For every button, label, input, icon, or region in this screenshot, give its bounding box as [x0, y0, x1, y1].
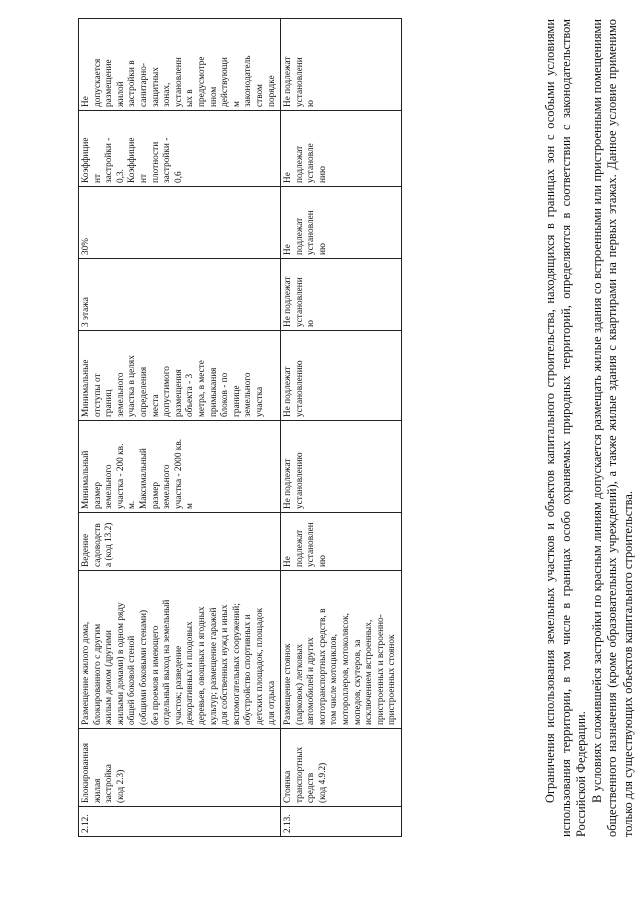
body-text — [543, 19, 637, 837]
paragraph-existing-development: В условиях сложившейся застройки по красным линиям допускается размещать жилые здания со встроенными или пристроенными помещениями общественного назначения (кроме образовательных учреждений), а также жилые здания с квартирами на первых этажах. Данное условие применимо только для существующих объектов капитального строительства. — [589, 19, 635, 837]
building-coefficients: Не подлежат установле нию — [281, 111, 402, 187]
paragraph-restrictions: Ограничения использования земельных участков и объектов капитального строительства, находящихся в границах зон с особыми условиями использования территории, в том числе в границах особо охраняемых природных территорий, определяются в соответствии с законодательством Российской Федерации. — [543, 19, 589, 837]
max-coverage: 30% — [79, 187, 281, 259]
max-coverage: Не подлежат установлен ию — [281, 187, 402, 259]
auxiliary-use: Ведение садоводств а (код 13.2) — [79, 513, 281, 571]
zoning-regulations-table — [78, 18, 402, 837]
max-floors: Не подлежат установлени ю — [281, 259, 402, 331]
table-row — [281, 19, 402, 837]
max-floors: 3 этажа — [79, 259, 281, 331]
setback-limits: Не подлежат установлению — [281, 331, 402, 421]
row-number: 2.12. — [79, 807, 281, 837]
plot-size-limits: Минимальный размер земельного участка - 200 кв. м. Максимальный размер земельного участка - 2000 кв. м — [79, 421, 281, 513]
land-use-type: Блокированная жилая застройка (код 2.3) — [79, 729, 281, 807]
table-row — [79, 19, 281, 837]
building-coefficients: Коэффицие нт застройки - 0,3. Коэффицие нт плотности застройки - 0,6 — [79, 111, 281, 187]
plot-size-limits: Не подлежат установлению — [281, 421, 402, 513]
use-restrictions: Не подлежат установлени ю — [281, 19, 402, 111]
row-number: 2.13. — [281, 807, 402, 837]
auxiliary-use: Не подлежат установлен ию — [281, 513, 402, 571]
land-use-type: Стоянка транспортных средств (код 4.9.2) — [281, 729, 402, 807]
setback-limits: Минимальные отступы от границ земельного участка в целях определения места допустимого размещения объекта - 3 метра, в месте примыкания блоков - по границе земельного участка — [79, 331, 281, 421]
use-restrictions: Не допускается размещение жилой застройки в санитарно- защитных зонах, установленн ых в предусмотре нном действующи м законодатель ством порядке — [79, 19, 281, 111]
land-use-description: Размещение жилого дома, блокированного с другим жилым домом (другими жилыми домами) в одном ряду общей боковой стеной (общими боковыми стенами) без проемов и имеющего отдельный выход на земельный участок; разведение декоративных и плодовых деревьев, овощных и ягодных культур; размещение гаражей для собственных нужд и иных вспомогательных сооружений; обустройство спортивных и детских площадок, площадок для отдыха — [79, 571, 281, 729]
land-use-description: Размещение стоянок (парковок) легковых автомобилей и других мототранспортных средств, в том числе мотоциклов, мотороллеров, мотоколясок, мопедов, скутеров, за исключением встроенных, пристроенных и встроенно- пристроенных стоянок — [281, 571, 402, 729]
